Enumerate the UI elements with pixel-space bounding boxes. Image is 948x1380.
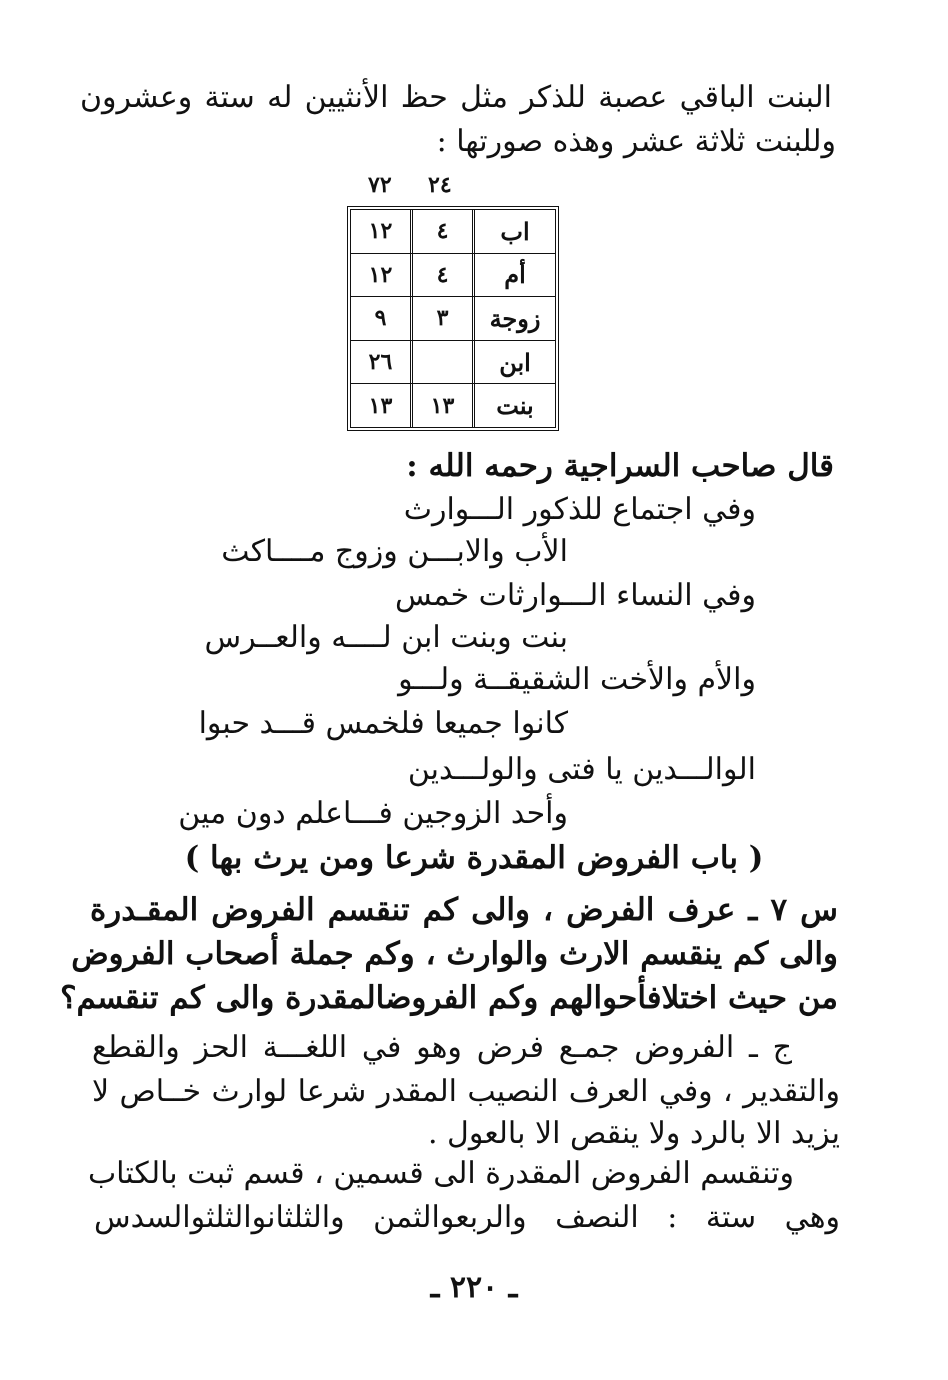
row-share (413, 341, 475, 384)
row-heir: بنت (496, 391, 534, 421)
row-heir: أم (504, 260, 526, 290)
answer-line: ج ـ الفروض جمـع فرض وهو في اللغـــة الحز والقطع (92, 1030, 792, 1065)
question-line: من حيث اختلافأحوالهم وكم الفروضالمقدرة والى كم تنقسم؟ (60, 980, 838, 1016)
section-heading: قال صاحب السراجية رحمه الله : (406, 448, 834, 484)
question-line: والى كم ينقسم الارث والوارث ، وكم جملة أصحاب الفروض (71, 936, 838, 972)
answer-line: والتقدير ، وفي العرف النصيب المقدر شرعا لوارث خــاص لا (92, 1074, 840, 1109)
table-row (351, 297, 555, 341)
row-share: ٣ (413, 297, 475, 340)
row-total: ١٣ (351, 384, 413, 427)
row-share: ٤ (413, 210, 475, 253)
poem-line: الأب والابـــن وزوج مــــاكث (221, 534, 568, 569)
poem-line: وفي اجتماع للذكور الـــوارث (403, 492, 756, 527)
answer-line: يزيد الا بالرد ولا ينقص الا بالعول . (427, 1116, 840, 1151)
row-total: ١٢ (351, 210, 413, 253)
poem-line: وفي النساء الـــوارثات خمس (394, 578, 756, 613)
poem-line: والأم والأخت الشقيقــة ولـــو (398, 662, 756, 697)
table-header-left: ٧٢ (368, 172, 392, 198)
table-row (351, 384, 555, 427)
question-line: س ٧ ـ عرف الفرض ، والى كم تنقسم الفروض المقـدرة (90, 892, 838, 928)
table-header-right: ٢٤ (428, 172, 452, 198)
chapter-title: ( باب الفروض المقدرة شرعا ومن يرث بها ) (184, 840, 764, 876)
poem-line: وأحد الزوجين فـــاعلم دون مين (178, 796, 568, 831)
poem-line: الوالـــدين يا فتى والولـــدين (407, 752, 756, 787)
table-row (351, 254, 555, 298)
poem-line: كانوا جميعا فلخمس قـــد حبوا (198, 706, 568, 741)
intro-line-2: وللبنت ثلاثة عشر وهذه صورتها : (436, 124, 836, 159)
row-share: ٤ (413, 254, 475, 297)
row-heir: ابن (499, 347, 531, 377)
row-heir: زوجة (489, 303, 541, 333)
poem-line: بنت وبنت ابن لــــه والعــرس (204, 620, 568, 655)
row-total: ٢٦ (351, 341, 413, 384)
page-number: ـ ٢٢٠ ـ (430, 1270, 518, 1305)
continuation-line: وهي ستة : النصف والربعوالثمن والثلثانوالثلثوالسدس (94, 1200, 840, 1235)
row-heir: اب (500, 216, 530, 246)
table-row (351, 341, 555, 385)
row-total: ٩ (351, 297, 413, 340)
table-row (351, 210, 555, 254)
inheritance-table (347, 206, 559, 431)
continuation-line: وتنقسم الفروض المقدرة الى قسمين ، قسم ثبت بالكتاب (87, 1156, 794, 1191)
row-total: ١٢ (351, 254, 413, 297)
intro-line-1: البنت الباقي عصبة للذكر مثل حظ الأنثيين له ستة وعشرون (80, 80, 832, 115)
row-share: ١٣ (413, 384, 475, 427)
